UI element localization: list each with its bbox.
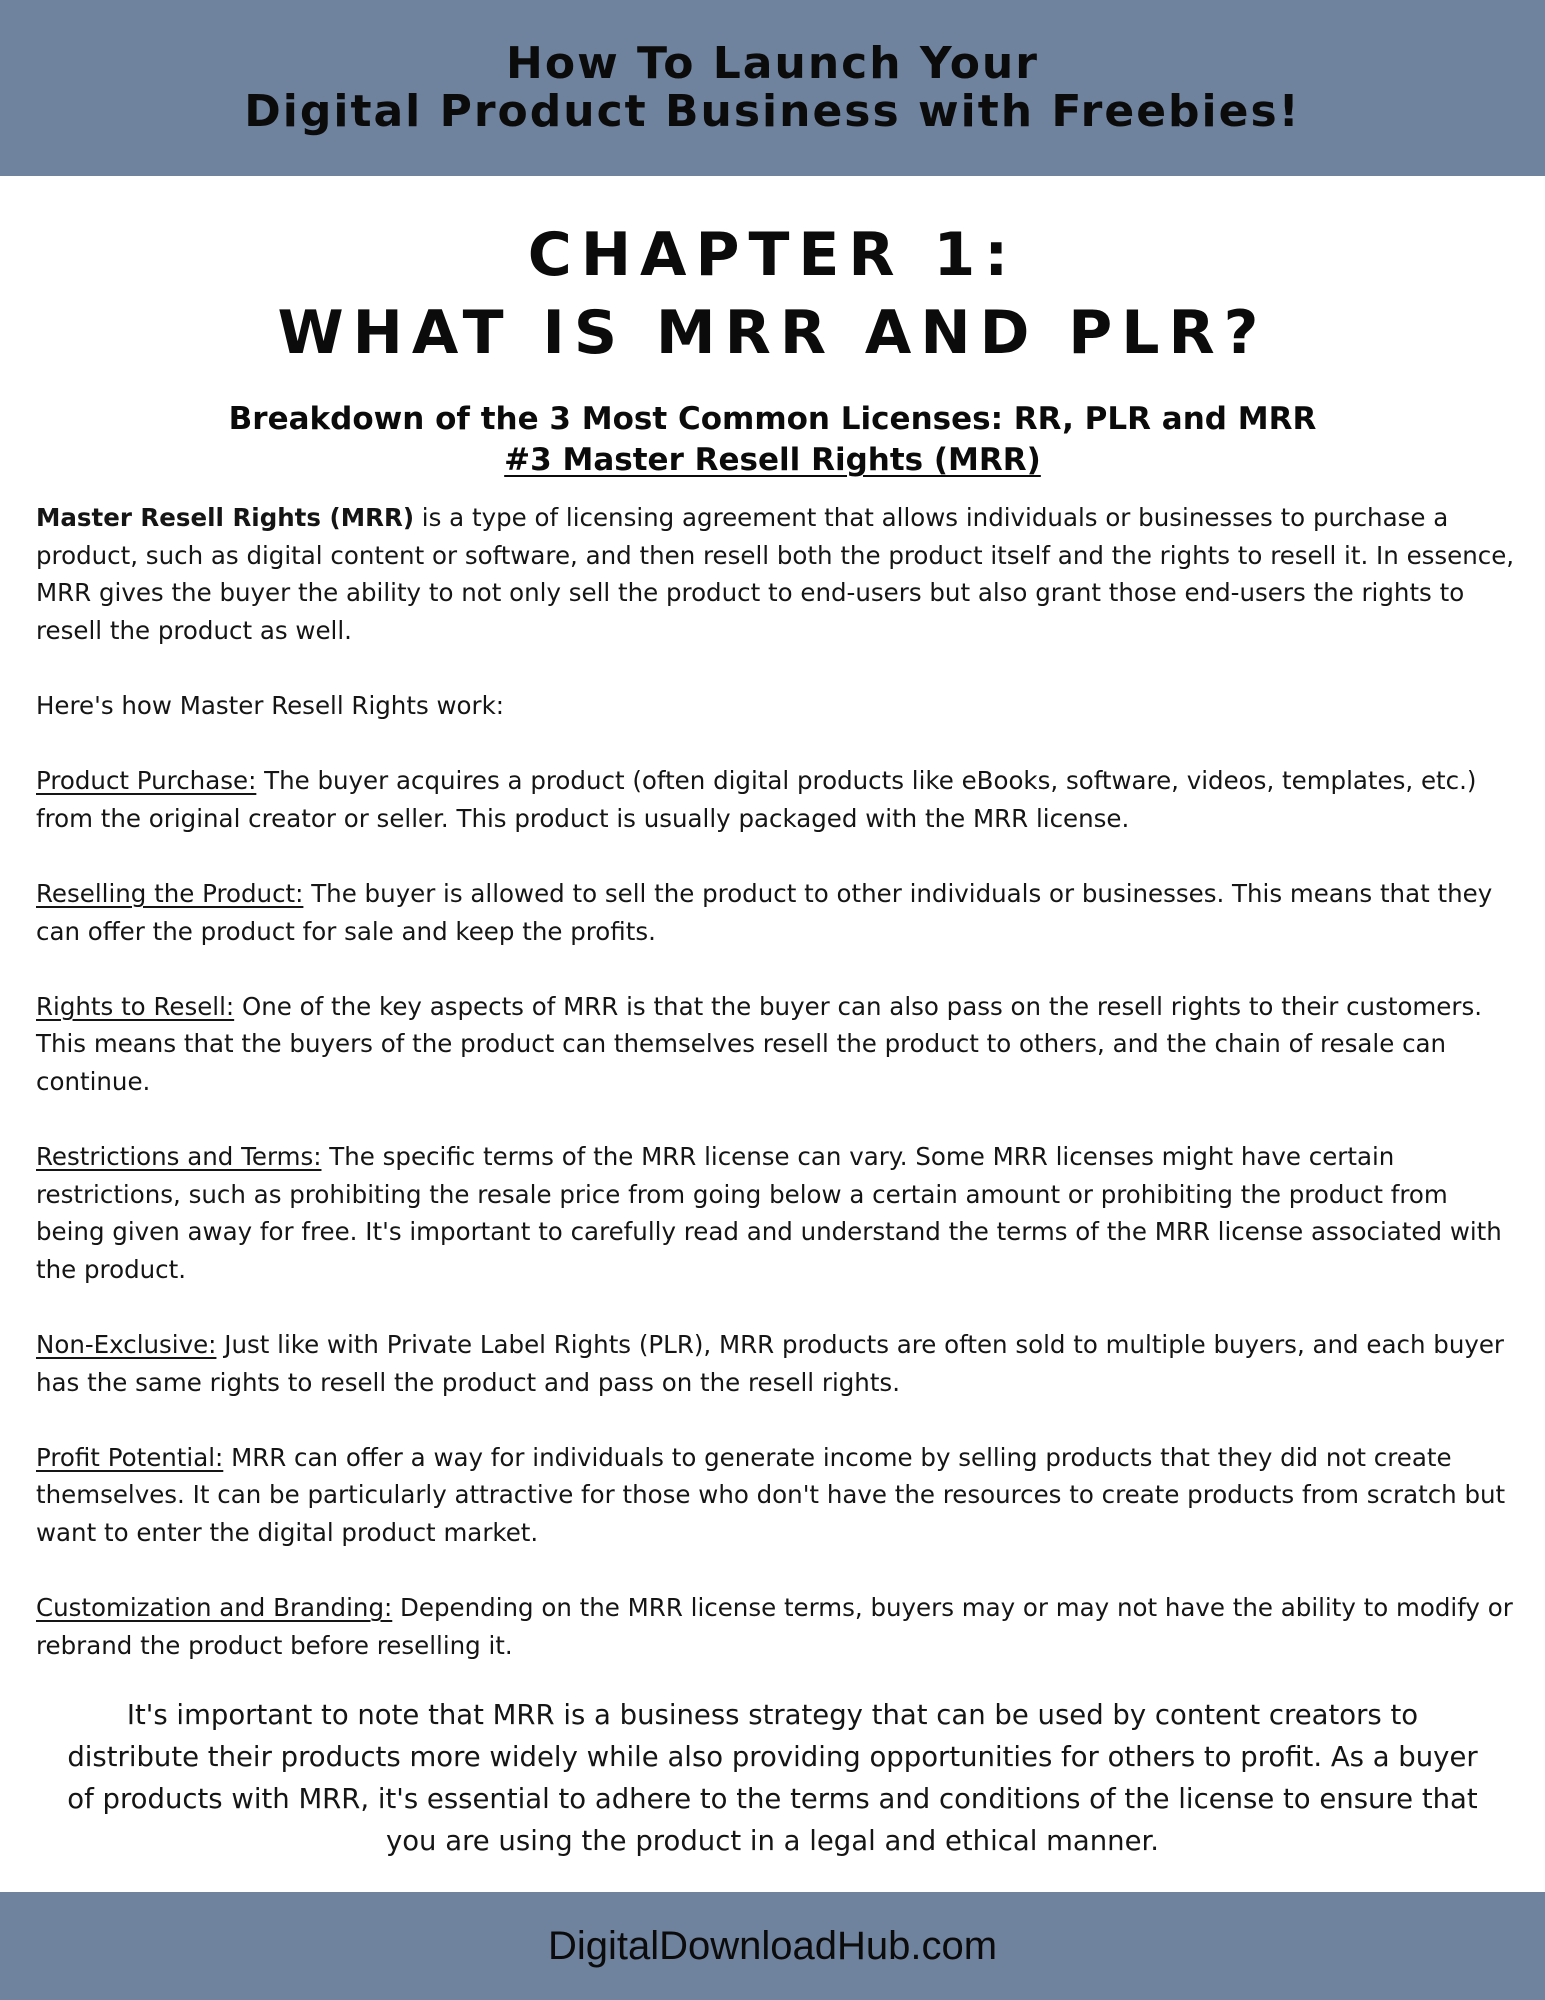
- header-banner: [0, 0, 1545, 176]
- item-term: Product Purchase:: [36, 766, 257, 796]
- chapter-title: WHAT IS MRR AND PLR?: [277, 298, 1268, 368]
- item-term: Reselling the Product:: [36, 878, 304, 908]
- item-text: One of the key aspects of MRR is that the buyer can also pass on the resell rights to their customers. This means that the buyers of the product can themselves resell the product to others, and the chain of resale can continue.: [36, 991, 1482, 1096]
- item-text: The specific terms of the MRR license can vary. Some MRR licenses might have certain restrictions, such as prohibiting the resale price from going below a certain amount or prohibiting the product from being given away for free. It's important to carefully read and understand the terms of the MRR license associated with the product.: [36, 1142, 1502, 1284]
- body-content: [36, 499, 1516, 1664]
- section-heading: Breakdown of the 3 Most Common Licenses: RR, PLR and MRR: [228, 401, 1317, 437]
- footer-site-name: DigitalDownloadHub.com: [547, 1923, 998, 1968]
- intro-text: is a type of licensing agreement that allows individuals or businesses to purchase a product, such as digital content or software, and then resell both the product itself and the rights to resell it. In essence, MRR gives the buyer the ability to not only sell the product to end-users but also grant those end-users the rights to resell the product as well.: [36, 503, 1515, 645]
- item-text: MRR can offer a way for individuals to generate income by selling products that they did not create themselves. It can be particularly attractive for those who don't have the resources to create products from scratch but want to enter the digital product market.: [36, 1442, 1506, 1548]
- chapter-number: CHAPTER 1:: [527, 220, 1018, 290]
- header-title-line-2: Digital Product Business with Freebies!: [244, 86, 1301, 137]
- lead-in-paragraph: Here's how Master Resell Rights work:: [36, 690, 505, 720]
- item-term: Profit Potential:: [36, 1442, 224, 1472]
- list-item: [36, 1589, 1516, 1664]
- item-term: Rights to Resell:: [36, 991, 235, 1021]
- list-item: [36, 988, 1516, 1101]
- list-item: [36, 1138, 1516, 1288]
- list-item: [36, 1326, 1516, 1401]
- item-text: Just like with Private Label Rights (PLR), MRR products are often sold to multiple buyers, and each buyer has the same rights to resell the product and pass on the resell rights.: [36, 1330, 1504, 1397]
- item-text: Depending on the MRR license terms, buyers may or may not have the ability to modify or rebrand the product before reselling it.: [36, 1593, 1513, 1660]
- item-term: Customization and Branding:: [36, 1593, 393, 1623]
- list-item: [36, 762, 1516, 837]
- intro-bold-term: Master Resell Rights (MRR): [36, 503, 415, 532]
- section-subheading: #3 Master Resell Rights (MRR): [504, 442, 1041, 478]
- list-item: [36, 875, 1516, 950]
- item-term: Non-Exclusive:: [36, 1330, 217, 1360]
- list-item: [36, 1439, 1516, 1552]
- intro-paragraph: [36, 499, 1516, 649]
- item-text: The buyer is allowed to sell the product to other individuals or businesses. This means that they can offer the product for sale and keep the profits.: [36, 878, 1493, 946]
- conclusion-paragraph: It's important to note that MRR is a business strategy that can be used by content creators to distribute their products more widely while also providing opportunities for others to profit. As a buyer of products with MRR, it's essential to adhere to the terms and conditions of the license to ensure that you are using the product in a legal and ethical manner.: [67, 1699, 1478, 1857]
- header-title-line-1: How To Launch Your: [506, 38, 1039, 89]
- item-text: The buyer acquires a product (often digital products like eBooks, software, videos, templates, etc.) from the original creator or seller. This product is usually packaged with the MRR license.: [36, 766, 1477, 833]
- item-term: Restrictions and Terms:: [36, 1142, 322, 1172]
- footer-banner: [0, 1892, 1545, 2000]
